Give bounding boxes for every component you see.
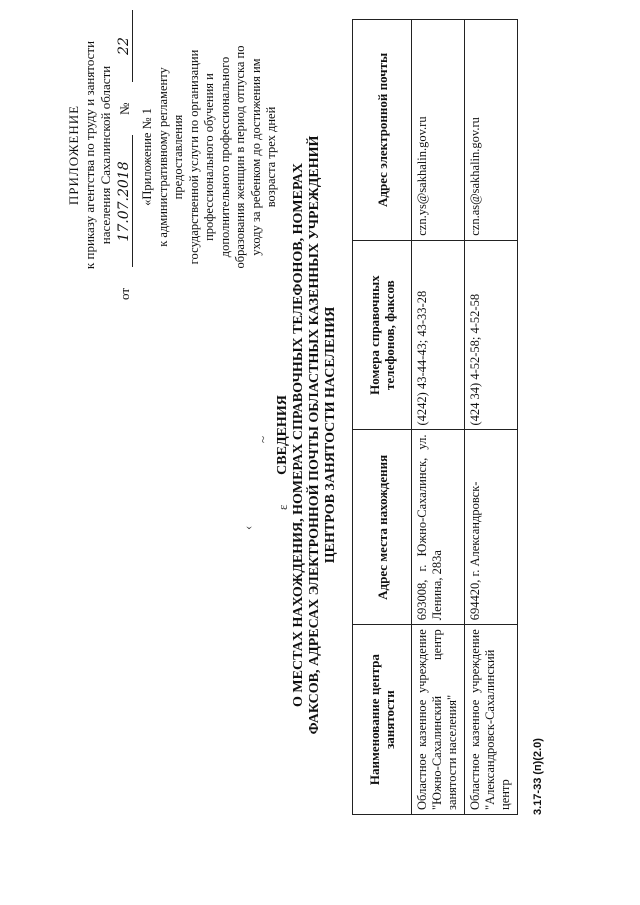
header-email: Адрес электронной почты: [353, 20, 412, 241]
scan-mark: ~: [255, 435, 270, 443]
regulation-block: [140, 7, 280, 307]
regulation-line-8: уходу за ребенком до достижения им: [248, 58, 263, 256]
table-row: [465, 20, 518, 815]
header-phones: Номера справочных телефонов, факсов: [353, 240, 412, 430]
heading-line-3: ФАКСОВ, АДРЕСАХ ЭЛЕКТРОННОЙ ПОЧТЫ ОБЛАСТНЫХ КАЗЕННЫХ УЧРЕЖДЕНИЙ: [307, 135, 322, 735]
cell-phones: (424 34) 4-52-58; 4-52-58: [465, 240, 518, 430]
regulation-line-9: возраста трех дней: [264, 106, 278, 208]
header-address: Адрес места нахождения: [353, 430, 412, 625]
from-label: от: [117, 287, 132, 300]
regulation-line-6: дополнительного профессионального: [217, 56, 232, 258]
appendix-title: ПРИЛОЖЕНИЕ: [66, 104, 81, 206]
regulation-line-3: предоставления: [171, 114, 185, 200]
header-center-name: Наименование центра занятости: [353, 625, 412, 815]
heading-line-2: О МЕСТАХ НАХОЖДЕНИЯ, НОМЕРАХ СПРАВОЧНЫХ ТЕЛЕФОНОВ, НОМЕРАХ: [291, 163, 306, 707]
regulation-line-1: «Приложение № 1: [140, 108, 154, 206]
cell-address: 694420, г. Александровск-: [465, 430, 518, 625]
employment-centers-table: [352, 19, 518, 815]
scan-mark: ε: [275, 504, 290, 510]
appendix-date-row: [116, 10, 133, 300]
cell-center-name: Областное казенное учреждение "Южно-Сахалинский центр занятости населения": [412, 625, 465, 815]
table-row: [412, 20, 465, 815]
regulation-line-4: государственной услуги по организации: [186, 49, 201, 265]
footer-code: 3.17-33 (п)(2.0): [532, 738, 544, 815]
appendix-line-1: к приказу агентства по труду и занятости: [82, 40, 97, 270]
table-header-row: [353, 20, 412, 815]
regulation-line-5: профессионального обучения и: [202, 73, 216, 241]
number-label: №: [117, 102, 132, 115]
appendix-line-2: населения Сахалинской области: [98, 65, 113, 245]
cell-email: czn.as@sakhalin.gov.ru: [465, 20, 518, 241]
cell-email: czn.ys@sakhalin.gov.ru: [412, 20, 465, 241]
heading-line-4: ЦЕНТРОВ ЗАНЯТОСТИ НАСЕЛЕНИЯ: [323, 306, 338, 564]
cell-phones: (4242) 43-44-43; 43-33-28: [412, 240, 465, 430]
cell-center-name: Областное казенное учреждение "Александровск-Сахалинский центр: [465, 625, 518, 815]
cell-address: 693008, г. Южно-Сахалинск, ул. Ленина, 283а: [412, 430, 465, 625]
regulation-line-7: образования женщин в период отпуска по: [233, 45, 247, 269]
order-number: 22: [116, 10, 133, 82]
heading-line-1: СВЕДЕНИЯ: [275, 395, 290, 475]
scan-mark: ‹: [240, 525, 255, 530]
regulation-line-2: к административному регламенту: [155, 67, 170, 247]
document-heading: [275, 35, 339, 835]
order-date: 17.07.2018: [116, 135, 133, 267]
appendix-block: [66, 10, 133, 300]
